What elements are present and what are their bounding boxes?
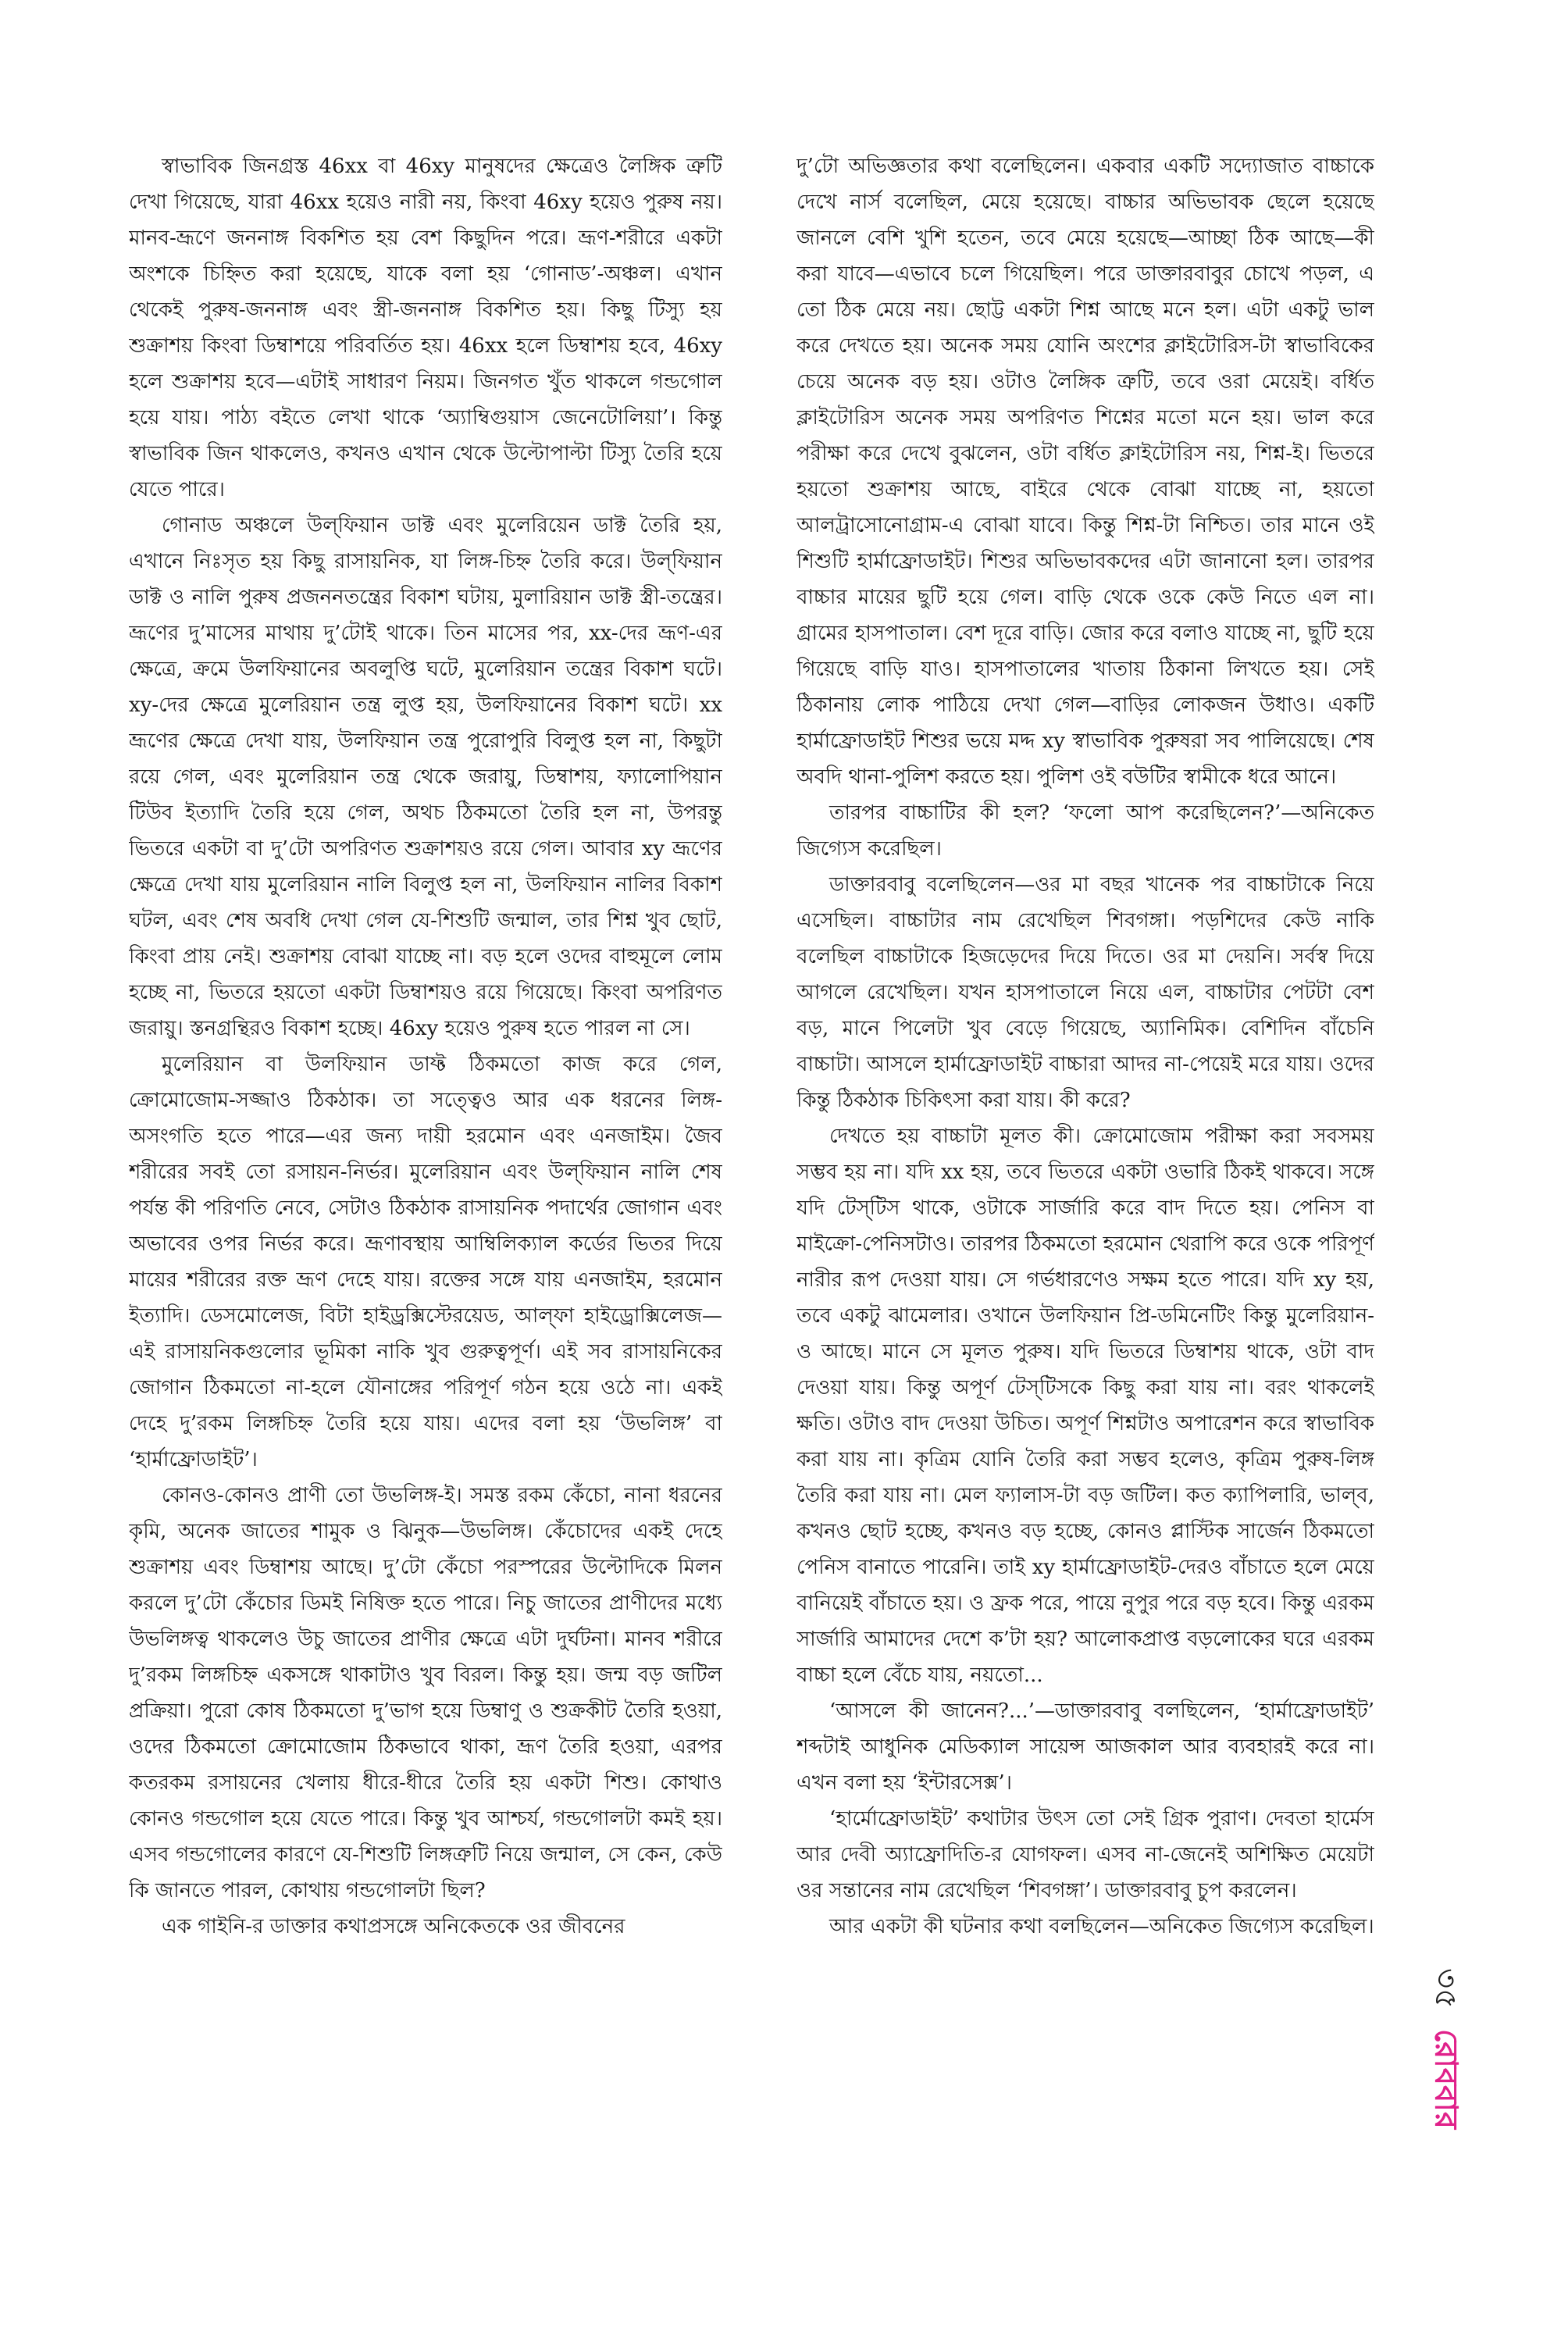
body-paragraph: দেখতে হয় বাচ্চাটা মূলত কী। ক্রোমোজোম পরীক্ষা করা সবসময় সম্ভব হয় না। যদি xx হয়, তবে ভিতরে একটা ওভারি ঠিকই থাকবে। সঙ্গে যদি টেস্‌টিস থাকে, ওটাকে সার্জারি করে বাদ দিতে হয়। পেনিস বা মাইক্রো-পেনিসটাও। তারপর ঠিকমতো হরমোন থেরাপি করে ওকে পরিপূর্ণ নারীর রূপ দেওয়া যায়। সে গর্ভধারণেও সক্ষম হতে পারে। যদি xy হয়, তবে একটু ঝামেলার। ওখানে উলফিয়ান প্রি-ডমিনেটিং কিন্তু মুলেরিয়ান-ও আছে। মানে সে মূলত পুরুষ। যদি ভিতরে ডিম্বাশয় থাকে, ওটা বাদ দেওয়া যায়। কিন্তু অপূর্ণ টেস্‌টিসকে কিছু করা যায় না। বরং থাকলেই ক্ষতি। ওটাও বাদ দেওয়া উচিত। অপূর্ণ শিশ্নটাও অপারেশন করে স্বাভাবিক করা যায় না। কৃত্রিম যোনি তৈরি করা সম্ভব হলেও, কৃত্রিম পুরুষ-লিঙ্গ তৈরি করা যায় না। মেল ফ্যালাস-টা বড় জটিল। কত ক্যাপিলারি, ভাল্‌ব, কখনও ছোট হচ্ছে, কখনও বড় হচ্ছে, কোনও প্লাস্টিক সার্জেন ঠিকমতো পেনিস বানাতে পারেনি। তাই xy হার্মাফ্রোডাইট-দেরও বাঁচাতে হলে মেয়ে বানিয়েই বাঁচাতে হয়। ও ফ্রক পরে, পায়ে নুপুর পরে বড় হবে। কিন্তু এরকম সার্জারি আমাদের দেশে ক’টা হয়? আলোকপ্রাপ্ত বড়লোকের ঘরে এরকম বাচ্চা হলে বেঁচে যায়, নয়তো...	[796, 1125, 1374, 1687]
magazine-name: রোববার	[1427, 2028, 1464, 2129]
body-paragraph: আর একটা কী ঘটনার কথা বলছিলেন—অনিকেত জিগ্যেস করেছিল।	[829, 1915, 1374, 1938]
page-number: ৩৫	[1427, 1968, 1464, 2009]
body-paragraph: ডাক্তারবাবু বলেছিলেন—ওর মা বছর খানেক পর বাচ্চাটাকে নিয়ে এসেছিল। বাচ্চাটার নাম রেখেছিল শিবগঙ্গা। পড়শিদের কেউ নাকি বলেছিল বাচ্চাটাকে হিজড়েদের দিয়ে দিতে। ওর মা দেয়নি। সর্বস্ব দিয়ে আগলে রেখেছিল। যখন হাসপাতালে নিয়ে এল, বাচ্চাটার পেটটা বেশ বড়, মানে পিলেটা খুব বেড়ে গিয়েছে, অ্যানিমিক। বেশিদিন বাঁচেনি বাচ্চাটা। আসলে হার্মাফ্রোডাইট বাচ্চারা আদর না-পেয়েই মরে যায়। ওদের কিন্তু ঠিকঠাক চিকিৎসা করা যায়। কী করে?	[796, 873, 1374, 1112]
body-paragraph: এক গাইনি-র ডাক্তার কথাপ্রসঙ্গে অনিকেতকে ওর জীবনের	[162, 1915, 625, 1938]
body-paragraph: তারপর বাচ্চাটির কী হল? ‘ফলো আপ করেছিলেন?’—অনিকেত জিগ্যেস করেছিল।	[796, 801, 1374, 861]
body-paragraph: দু’টো অভিজ্ঞতার কথা বলেছিলেন। একবার একটি সদ্যোজাত বাচ্চাকে দেখে নার্স বলেছিল, মেয়ে হয়েছে। বাচ্চার অভিভাবক ছেলে হয়েছে জানলে বেশি খুশি হতেন, তবে মেয়ে হয়েছে—আচ্ছা ঠিক আছে—কী করা যাবে—এভাবে চলে গিয়েছিল। পরে ডাক্তারবাবুর চোখে পড়ল, এ তো ঠিক মেয়ে নয়। ছোট্ট একটা শিশ্ন আছে মনে হল। এটা একটু ভাল করে দেখতে হয়। অনেক সময় যোনি অংশের ক্লাইটোরিস-টা স্বাভাবিকের চেয়ে অনেক বড় হয়। ওটাও লৈঙ্গিক ত্রুটি, তবে ওরা মেয়েই। বর্ধিত ক্লাইটোরিস অনেক সময় অপরিণত শিশ্নের মতো মনে হয়। ভাল করে পরীক্ষা করে দেখে বুঝলেন, ওটা বর্ধিত ক্লাইটোরিস নয়, শিশ্ন-ই। ভিতরে হয়তো শুক্রাশয় আছে, বাইরে থেকে বোঝা যাচ্ছে না, হয়তো আলট্রাসোনোগ্রাম-এ বোঝা যাবে। কিন্তু শিশ্ন-টা নিশ্চিত। তার মানে ওই শিশুটি হার্মাফ্রোডাইট। শিশুর অভিভাবকদের এটা জানানো হল। তারপর বাচ্চার মায়ের ছুটি হয়ে গেল। বাড়ি থেকে ওকে কেউ নিতে এল না। গ্রামের হাসপাতাল। বেশ দূরে বাড়ি। জোর করে বলাও যাচ্ছে না, ছুটি হয়ে গিয়েছে বাড়ি যাও। হাসপাতালের খাতায় ঠিকানা লিখতে হয়। সেই ঠিকানায় লোক পাঠিয়ে দেখা গেল—বাড়ির লোকজন উধাও। একটি হার্মাফ্রোডাইট শিশুর ভয়ে মদ্দ xy স্বাভাবিক পুরুষরা সব পালিয়েছে। শেষ অবদি থানা-পুলিশ করতে হয়। পুলিশ ওই বউটির স্বামীকে ধরে আনে।	[796, 155, 1374, 789]
page-footer-strip	[1423, 1968, 1470, 2312]
body-paragraph: স্বাভাবিক জিনগ্রস্ত 46xx বা 46xy মানুষদের ক্ষেত্রেও লৈঙ্গিক ত্রুটি দেখা গিয়েছে, যারা 46xx হয়েও নারী নয়, কিংবা 46xy হয়েও পুরুষ নয়। মানব-ভ্রূণে জননাঙ্গ বিকশিত হয় বেশ কিছুদিন পরে। ভ্রূণ-শরীরে একটা অংশকে চিহ্নিত করা হয়েছে, যাকে বলা হয় ‘গোনাড’-অঞ্চল। এখান থেকেই পুরুষ-জননাঙ্গ এবং স্ত্রী-জননাঙ্গ বিকশিত হয়। কিছু টিস্যু হয় শুক্রাশয় কিংবা ডিম্বাশয়ে পরিবর্তিত হয়। 46xx হলে ডিম্বাশয় হবে, 46xy হলে শুক্রাশয় হবে—এটাই সাধারণ নিয়ম। জিনগত খুঁত থাকলে গন্ডগোল হয়ে যায়। পাঠ্য বইতে লেখা থাকে ‘অ্যাম্বিগুয়াস জেনেটোলিয়া’। কিন্তু স্বাভাবিক জিন থাকলেও, কখনও এখান থেকে উল্টোপাল্টা টিস্যু তৈরি হয়ে যেতে পারে।	[129, 155, 722, 501]
article-column-left	[129, 148, 722, 2234]
article-column-right	[796, 148, 1374, 2234]
body-paragraph: গোনাড অঞ্চলে উল্‌ফিয়ান ডাক্ট এবং মুলেরিয়েন ডাক্ট তৈরি হয়, এখানে নিঃসৃত হয় কিছু রাসায়নিক, যা লিঙ্গ-চিহ্ন তৈরি করে। উল্‌ফিয়ান ডাক্ট ও নালি পুরুষ প্রজননতন্ত্রের বিকাশ ঘটায়, মুলারিয়ান ডাক্ট স্ত্রী-তন্ত্রের। ভ্রূণের দু’মাসের মাথায় দু’টোই থাকে। তিন মাসের পর, xx-দের ভ্রূণ-এর ক্ষেত্রে, ক্রমে উলফিয়ানের অবলুপ্তি ঘটে, মুলেরিয়ান তন্ত্রের বিকাশ ঘটে। xy-দের ক্ষেত্রে মুলেরিয়ান তন্ত্র লুপ্ত হয়, উলফিয়ানের বিকাশ ঘটে। xx ভ্রূণের ক্ষেত্রে দেখা যায়, উলফিয়ান তন্ত্র পুরোপুরি বিলুপ্ত হল না, কিছুটা রয়ে গেল, এবং মুলেরিয়ান তন্ত্র থেকে জরায়ু, ডিম্বাশয়, ফ্যালোপিয়ান টিউব ইত্যাদি তৈরি হয়ে গেল, অথচ ঠিকমতো তৈরি হল না, উপরন্তু ভিতরে একটা বা দু’টো অপরিণত শুক্রাশয়ও রয়ে গেল। আবার xy ভ্রূণের ক্ষেত্রে দেখা যায় মুলেরিয়ান নালি বিলুপ্ত হল না, উলফিয়ান নালির বিকাশ ঘটল, এবং শেষ অবধি দেখা গেল যে-শিশুটি জন্মাল, তার শিশ্ন খুব ছোট, কিংবা প্রায় নেই। শুক্রাশয় বোঝা যাচ্ছে না। বড় হলে ওদের বাহুমূলে লোম হচ্ছে না, ভিতরে হয়তো একটা ডিম্বাশয়ও রয়ে গিয়েছে। কিংবা অপরিণত জরায়ু। স্তনগ্রন্থিরও বিকাশ হচ্ছে। 46xy হয়েও পুরুষ হতে পারল না সে।	[129, 514, 722, 1040]
body-paragraph: ‘আসলে কী জানেন?...’—ডাক্তারবাবু বলছিলেন, ‘হার্মাফ্রোডাইট’ শব্দটাই আধুনিক মেডিক্যাল সায়েন্স আজকাল আর ব্যবহারই করে না। এখন বলা হয় ‘ইন্টারসেক্স’।	[796, 1699, 1374, 1795]
body-paragraph: ‘হার্মোফ্রোডাইট’ কথাটার উৎস তো সেই গ্রিক পুরাণ। দেবতা হার্মেস আর দেবী অ্যাফ্রোদিতি-র যোগফল। এসব না-জেনেই অশিক্ষিত মেয়েটা ওর সন্তানের নাম রেখেছিল ‘শিবগঙ্গা’। ডাক্তারবাবু চুপ করলেন।	[796, 1807, 1374, 1902]
body-paragraph: মুলেরিয়ান বা উলফিয়ান ডাফ্ট ঠিকমতো কাজ করে গেল, ক্রোমোজোম-সজ্জাও ঠিকঠাক। তা সত্ত্বেও আর এক ধরনের লিঙ্গ-অসংগতি হতে পারে—এর জন্য দায়ী হরমোন এবং এনজাইম। জৈব শরীরের সবই তো রসায়ন-নির্ভর। মুলেরিয়ান এবং উল্‌ফিয়ান নালি শেষ পর্যন্ত কী পরিণতি নেবে, সেটাও ঠিকঠাক রাসায়নিক পদার্থের জোগান এবং অভাবের ওপর নির্ভর করে। ভ্রূণাবস্থায় আম্বিলিক্যাল কর্ডের ভিতর দিয়ে মায়ের শরীরের রক্ত ভ্রূণ দেহে যায়। রক্তের সঙ্গে যায় এনজাইম, হরমোন ইত্যাদি। ডেসমোলেজ, বিটা হাইড্রক্সিস্টেরয়েড, আল্‌ফা হাইড্রোক্সিলেজ—এই রাসায়নিকগুলোর ভূমিকা নাকি খুব গুরুত্বপূর্ণ। এই সব রাসায়নিকের জোগান ঠিকমতো না-হলে যৌনাঙ্গের পরিপূর্ণ গঠন হয়ে ওঠে না। একই দেহে দু’রকম লিঙ্গচিহ্ন তৈরি হয়ে যায়। এদের বলা হয় ‘উভলিঙ্গ’ বা ‘হার্মাফ্রোডাইট’।	[129, 1053, 722, 1471]
body-paragraph: কোনও-কোনও প্রাণী তো উভলিঙ্গ-ই। সমস্ত রকম কেঁচো, নানা ধরনের কৃমি, অনেক জাতের শামুক ও ঝিনুক—উভলিঙ্গ। কেঁচোদের একই দেহে শুক্রাশয় এবং ডিম্বাশয় আছে। দু’টো কেঁচো পরস্পরের উল্টোদিকে মিলন করলে দু’টো কেঁচোর ডিমই নিষিক্ত হতে পারে। নিচু জাতের প্রাণীদের মধ্যে উভলিঙ্গত্ব থাকলেও উচু জাতের প্রাণীর ক্ষেত্রে এটা দুর্ঘটনা। মানব শরীরে দু’রকম লিঙ্গচিহ্ন একসঙ্গে থাকাটাও খুব বিরল। কিন্তু হয়। জন্ম বড় জটিল প্রক্রিয়া। পুরো কোষ ঠিকমতো দু’ভাগ হয়ে ডিম্বাণু ও শুক্রকীট তৈরি হওয়া, ওদের ঠিকমতো ক্রোমোজোম ঠিকভাবে থাকা, ভ্রূণ তৈরি হওয়া, এরপর কতরকম রসায়নের খেলায় ধীরে-ধীরে তৈরি হয় একটা শিশু। কোথাও কোনও গন্ডগোল হয়ে যেতে পারে। কিন্তু খুব আশ্চর্য, গন্ডগোলটা কমই হয়। এসব গন্ডগোলের কারণে যে-শিশুটি লিঙ্গত্রুটি নিয়ে জন্মাল, সে কেন, কেউ কি জানতে পারল, কোথায় গন্ডগোলটা ছিল?	[129, 1484, 722, 1902]
